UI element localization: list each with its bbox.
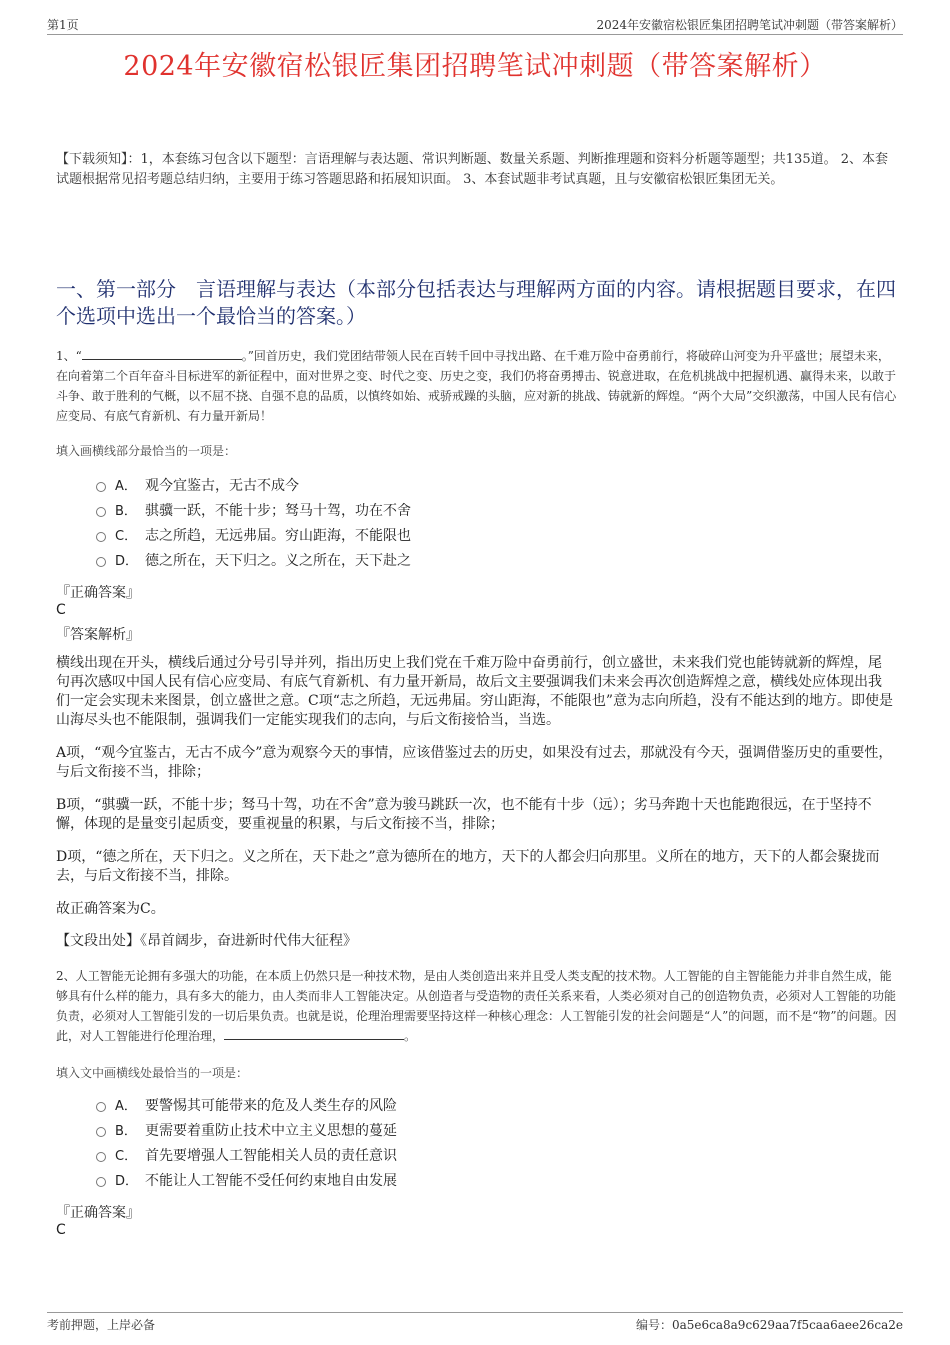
radio-icon[interactable] (96, 1177, 106, 1187)
q1-source: 【文段出处】《昂首阔步，奋进新时代伟大征程》 (56, 933, 357, 949)
q2-answer: C (56, 1222, 66, 1238)
radio-icon[interactable] (96, 482, 106, 492)
q1-analysis-b: B项，“骐骥一跃，不能十步；驽马十驾，功在不舍”意为骏马跳跃一次，也不能有十步（远）；劣马奔跑十天也能跑很远，在于坚持不懈，体现的是量变引起质变，要重视量的积累，与后文衔接不当，排除； (56, 797, 872, 832)
q1-stem-prefix: 1、“ (56, 349, 82, 363)
radio-icon[interactable] (96, 1102, 106, 1112)
section-heading: 一、第一部分 言语理解与表达（本部分包括表达与理解两方面的内容。请根据题目要求，在四个选项中选出一个最恰当的答案。） (56, 277, 896, 328)
page-header (47, 14, 903, 35)
q2-option-a[interactable]: A． 要警惕其可能带来的危及人类生存的风险 (96, 1094, 397, 1119)
q2-stem-suffix: 。 (404, 1029, 417, 1043)
radio-icon[interactable] (96, 1127, 106, 1137)
radio-icon[interactable] (96, 557, 106, 567)
question-1-stem (56, 346, 898, 426)
q1-prompt: 填入画横线部分最恰当的一项是： (56, 444, 237, 458)
q1-answer-label: 『正确答案』 (56, 585, 140, 601)
radio-icon[interactable] (96, 1152, 106, 1162)
q1-option-d[interactable]: D． 德之所在，天下归之。义之所在，天下赴之 (96, 549, 411, 574)
footer-slogan: 考前押题，上岸必备 (47, 1318, 156, 1332)
q2-prompt: 填入文中画横线处最恰当的一项是： (56, 1066, 249, 1080)
q2-option-b[interactable]: B． 更需要着重防止技术中立主义思想的蔓延 (96, 1119, 397, 1144)
q1-option-b[interactable]: B． 骐骥一跃，不能十步；驽马十驾，功在不舍 (96, 499, 411, 524)
q1-fill-blank (82, 347, 242, 360)
q1-option-a[interactable]: A． 观今宜鉴古，无古不成今 (96, 474, 411, 499)
q2-option-c[interactable]: C． 首先要增强人工智能相关人员的责任意识 (96, 1144, 397, 1169)
page-footer (47, 1312, 903, 1333)
footer-doc-id: 编号：0a5e6ca8a9c629aa7f5caa6aee26ca2e (635, 1318, 903, 1332)
q2-option-d[interactable]: D． 不能让人工智能不受任何约束地自由发展 (96, 1169, 397, 1194)
q2-fill-blank (224, 1027, 404, 1040)
q1-answer: C (56, 602, 66, 618)
q2-stem-text: 2、人工智能无论拥有多强大的功能，在本质上仍然只是一种技术物，是由人类创造出来并且受人类支配的技术物。人工智能的自主智能能力并非自然生成，能够具有什么样的能力，具有多大的能力，由人类而非人工智能决定。从创造者与受造物的责任关系来看，人类必须对自己的创造物负责，必须对人工智能的功能负责，必须对人工智能引发的一切后果负责。也就是说，伦理治理需要坚持这样一种核心理念：人工智能引发的社会问题是“人”的问题，而不是“物”的问题。因此，对人工智能进行伦理治理， (56, 969, 897, 1043)
header-doc-title: 2024年安徽宿松银匠集团招聘笔试冲刺题（带答案解析） (596, 18, 903, 32)
question-2-stem (56, 966, 898, 1046)
download-notice: 【下载须知】：1，本套练习包含以下题型：言语理解与表达题、常识判断题、数量关系题、判断推理题和资料分析题等题型；共135道。 2、本套试题根据常见招考题总结归纳，主要用于练习答题思路和拓展知识面。 3、本套试题非考试真题，且与安徽宿松银匠集团无关。 (56, 152, 888, 187)
q1-analysis-conclusion: 故正确答案为C。 (56, 901, 165, 917)
q1-analysis-label: 『答案解析』 (56, 627, 140, 643)
document-title: 2024年安徽宿松银匠集团招聘笔试冲刺题（带答案解析） (123, 51, 827, 82)
q1-options (96, 474, 411, 574)
q1-option-c[interactable]: C． 志之所趋，无远弗届。穷山距海，不能限也 (96, 524, 411, 549)
q1-stem-text: 。”回首历史，我们党团结带领人民在百转千回中寻找出路、在千难万险中奋勇前行，将破碎山河变为升平盛世；展望未来，在向着第二个百年奋斗目标进军的新征程中，面对世界之变、时代之变、历史之变，我们仍将奋勇搏击、锐意进取，在危机挑战中把握机遇、赢得未来，以敢于斗争、敢于胜利的气概，以不屈不挠、自强不息的品质，以慎终如始、戒骄戒躁的头脑，应对新的挑战、铸就新的辉煌。“两个大局”交织激荡，中国人民有信心应变局、有底气育新机、有力量开新局！ (56, 349, 897, 423)
radio-icon[interactable] (96, 507, 106, 517)
page-number: 第1页 (47, 18, 79, 32)
q1-analysis-main: 横线出现在开头，横线后通过分号引导并列，指出历史上我们党在千难万险中奋勇前行，创立盛世，未来我们党也能铸就新的辉煌，尾句再次感叹中国人民有信心应变局、有底气育新机、有力量开新局，故后文主要强调我们未来会再次创造辉煌之意，横线处应体现出我们一定会实现未来图景，创立盛世之意。C项“志之所趋，无远弗届。穷山距海，不能限也”意为志向所趋，没有不能达到的地方。即使是山海尽头也不能限制，强调我们一定能实现我们的志向，与后文衔接恰当，当选。 (56, 655, 894, 728)
q2-answer-label: 『正确答案』 (56, 1205, 140, 1221)
q1-analysis-d: D项，“德之所在，天下归之。义之所在，天下赴之”意为德所在的地方，天下的人都会归向那里。义所在的地方，天下的人都会聚拢而去，与后文衔接不当，排除。 (56, 849, 880, 884)
radio-icon[interactable] (96, 532, 106, 542)
q2-options (96, 1094, 397, 1194)
q1-analysis-a: A项，“观今宜鉴古，无古不成今”意为观察今天的事情，应该借鉴过去的历史，如果没有过去，那就没有今天，强调借鉴历史的重要性，与后文衔接不当，排除； (56, 745, 893, 780)
